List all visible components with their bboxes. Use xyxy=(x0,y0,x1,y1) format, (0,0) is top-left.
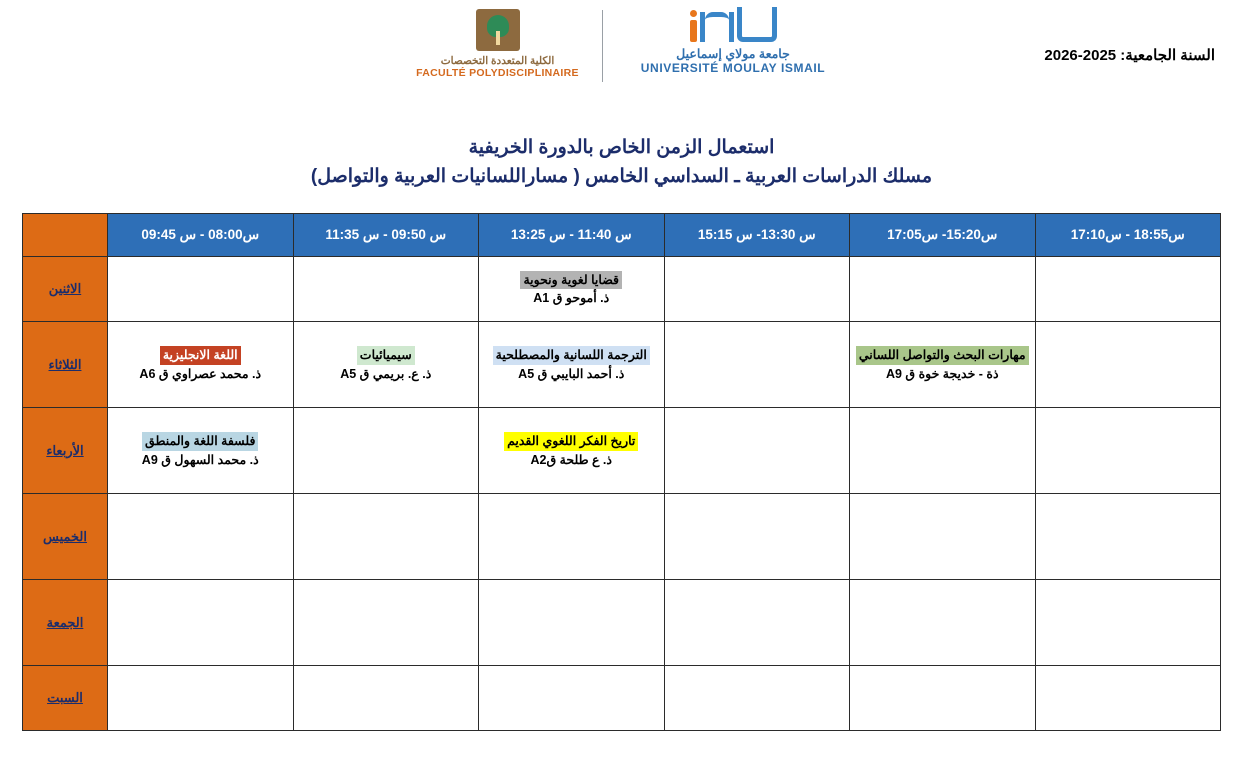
title-line-2: مسلك الدراسات العربية ـ السداسي الخامس ( مساراللسانيات العربية والتواصل) xyxy=(310,165,933,187)
course-title: تاريخ الفكر اللغوي القديم xyxy=(504,432,638,450)
table-row xyxy=(23,257,1221,322)
cell-5-3 xyxy=(479,666,665,731)
slot-header-2: س 13:30- س 15:15 xyxy=(664,214,850,257)
course-title: اللغة الانجليزية xyxy=(160,346,241,364)
cell-3-1 xyxy=(850,494,1036,580)
schedule-table xyxy=(22,213,1221,731)
cell-0-4 xyxy=(293,257,479,322)
day-label-thursday: الخميس xyxy=(23,494,108,580)
course-title: فلسفة اللغة والمنطق xyxy=(142,432,258,450)
fp-logo-arabic: الكلية المتعددة التخصصات xyxy=(440,55,555,67)
cell-1-0 xyxy=(1035,322,1221,408)
course-teacher: ذ. أحمد البايبي ق A5 xyxy=(518,366,625,381)
course-teacher: ذة - خديجة خوة ق A9 xyxy=(885,366,999,381)
cell-1-3 xyxy=(479,322,665,408)
day-label-wednesday: الأربعاء xyxy=(23,408,108,494)
course-teacher: ذ. ع. بريمي ق A5 xyxy=(340,366,432,381)
cell-0-2 xyxy=(664,257,850,322)
slot-header-5: س08:00 - س 09:45 xyxy=(108,214,294,257)
cell-0-5 xyxy=(108,257,294,322)
academic-year: السنة الجامعية: 2025-2026 xyxy=(1044,47,1215,64)
table-row xyxy=(23,494,1221,580)
cell-2-5 xyxy=(108,408,294,494)
slot-header-1: س15:20- س17:05 xyxy=(850,214,1036,257)
course-title: مهارات البحث والتواصل اللساني xyxy=(856,346,1029,364)
logo-row xyxy=(0,8,1243,82)
page-header xyxy=(0,0,1243,110)
course-title: الترجمة اللسانية والمصطلحية xyxy=(493,346,650,364)
course-teacher: ذ. محمد السهول ق A9 xyxy=(141,452,259,467)
slot-header-0: س18:55 - س17:10 xyxy=(1035,214,1221,257)
course-teacher: ذ. محمد عصراوي ق A6 xyxy=(139,366,262,381)
table-row xyxy=(23,322,1221,408)
cell-2-0 xyxy=(1035,408,1221,494)
cell-1-2 xyxy=(664,322,850,408)
umi-mark-icon xyxy=(631,8,836,42)
cell-3-0 xyxy=(1035,494,1221,580)
cell-3-2 xyxy=(664,494,850,580)
course-title: قضايا لغوية ونحوية xyxy=(520,271,622,289)
table-row xyxy=(23,666,1221,731)
course-teacher: ذ. أموحو ق A1 xyxy=(533,291,610,306)
course-title: سيميائيات xyxy=(357,346,415,364)
cell-4-5 xyxy=(108,580,294,666)
cell-4-4 xyxy=(293,580,479,666)
cell-4-3 xyxy=(479,580,665,666)
table-row xyxy=(23,580,1221,666)
fp-logo xyxy=(408,8,588,79)
slot-header-3: س 11:40 - س 13:25 xyxy=(479,214,665,257)
day-label-monday: الاثنين xyxy=(23,257,108,322)
cell-2-3 xyxy=(479,408,665,494)
cell-5-4 xyxy=(293,666,479,731)
cell-5-1 xyxy=(850,666,1036,731)
day-label-saturday: السبت xyxy=(23,666,108,731)
schedule-table-wrapper xyxy=(22,213,1221,731)
slot-header-4: س 09:50 - س 11:35 xyxy=(293,214,479,257)
cell-5-2 xyxy=(664,666,850,731)
cell-1-1 xyxy=(850,322,1036,408)
cell-3-3 xyxy=(479,494,665,580)
cell-2-4 xyxy=(293,408,479,494)
logo-divider xyxy=(602,10,603,82)
title-line-1: استعمال الزمن الخاص بالدورة الخريفية xyxy=(468,137,775,158)
cell-1-5 xyxy=(108,322,294,408)
day-label-friday: الجمعة xyxy=(23,580,108,666)
cell-5-5 xyxy=(108,666,294,731)
umi-logo-arabic: جامعة مولاي إسماعيل xyxy=(676,47,790,61)
umi-logo xyxy=(617,8,836,75)
cell-4-1 xyxy=(850,580,1036,666)
cell-2-2 xyxy=(664,408,850,494)
umi-logo-french: UNIVERSITÉ MOULAY ISMAIL xyxy=(640,61,826,75)
cell-1-4 xyxy=(293,322,479,408)
cell-2-1 xyxy=(850,408,1036,494)
cell-3-5 xyxy=(108,494,294,580)
cell-4-0 xyxy=(1035,580,1221,666)
cell-0-0 xyxy=(1035,257,1221,322)
cell-3-4 xyxy=(293,494,479,580)
table-corner-cell xyxy=(23,214,108,257)
day-label-tuesday: الثلاثاء xyxy=(23,322,108,408)
table-row xyxy=(23,408,1221,494)
cell-4-2 xyxy=(664,580,850,666)
cell-0-3 xyxy=(479,257,665,322)
cell-5-0 xyxy=(1035,666,1221,731)
cell-0-1 xyxy=(850,257,1036,322)
table-header-row xyxy=(23,214,1221,257)
page-title xyxy=(0,134,1243,191)
palm-tree-icon xyxy=(408,8,588,52)
course-teacher: ذ. ع طلحة قA2 xyxy=(530,452,612,467)
fp-logo-french: FACULTÉ POLYDISCIPLINAIRE xyxy=(416,67,579,79)
